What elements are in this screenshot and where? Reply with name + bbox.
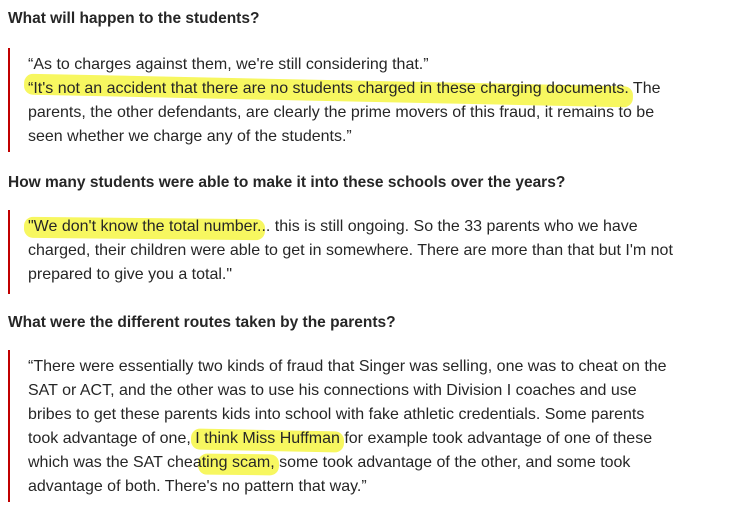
quote-text: which was the SAT chea bbox=[28, 454, 202, 471]
quote-line: “As to charges against them, we're still considering that.” bbox=[28, 56, 429, 73]
question-heading: How many students were able to make it into these schools over the years? bbox=[8, 174, 566, 191]
quote-text: The bbox=[628, 80, 661, 97]
quote-line bbox=[28, 77, 661, 101]
blockquote bbox=[8, 210, 722, 294]
quote-line: prepared to give you a total." bbox=[28, 266, 233, 283]
quote-line: charged, their children were able to get in somewhere. There are more than that but I'm not bbox=[28, 242, 673, 259]
quote-line: seen whether we charge any of the students.” bbox=[28, 128, 352, 145]
quote-text: .. this is still ongoing. So the 33 parents who we have bbox=[261, 218, 638, 235]
quote-line bbox=[28, 215, 638, 239]
quote-line: “There were essentially two kinds of fraud that Singer was selling, one was to cheat on the bbox=[28, 358, 667, 375]
quote-line: bribes to get these parents kids into school with fake athletic credentials. Some parents bbox=[28, 406, 645, 423]
quote-text: some took advantage of the other, and some took bbox=[274, 454, 631, 471]
quote-line bbox=[28, 451, 630, 475]
quote-line: parents, the other defendants, are clearly the prime movers of this fraud, it remains to be bbox=[28, 104, 655, 121]
question-heading: What will happen to the students? bbox=[8, 10, 260, 27]
question-heading: What were the different routes taken by the parents? bbox=[8, 314, 396, 331]
quote-line: advantage of both. There's no pattern that way.” bbox=[28, 478, 367, 495]
quote-text: for example took advantage of one of these bbox=[339, 430, 653, 447]
quote-text: took advantage of one, bbox=[28, 430, 196, 447]
blockquote bbox=[8, 48, 722, 152]
quote-line: SAT or ACT, and the other was to use his connections with Division I coaches and use bbox=[28, 382, 637, 399]
highlighted-text: ting scam, bbox=[202, 451, 275, 475]
blockquote bbox=[8, 350, 722, 502]
highlighted-text: “It's not an accident that there are no students charged in these charging documents. bbox=[28, 77, 629, 101]
highlighted-text: "We don't know the total number. bbox=[28, 215, 261, 239]
highlighted-text: I think Miss Huffman bbox=[195, 427, 340, 451]
quote-line bbox=[28, 427, 652, 451]
